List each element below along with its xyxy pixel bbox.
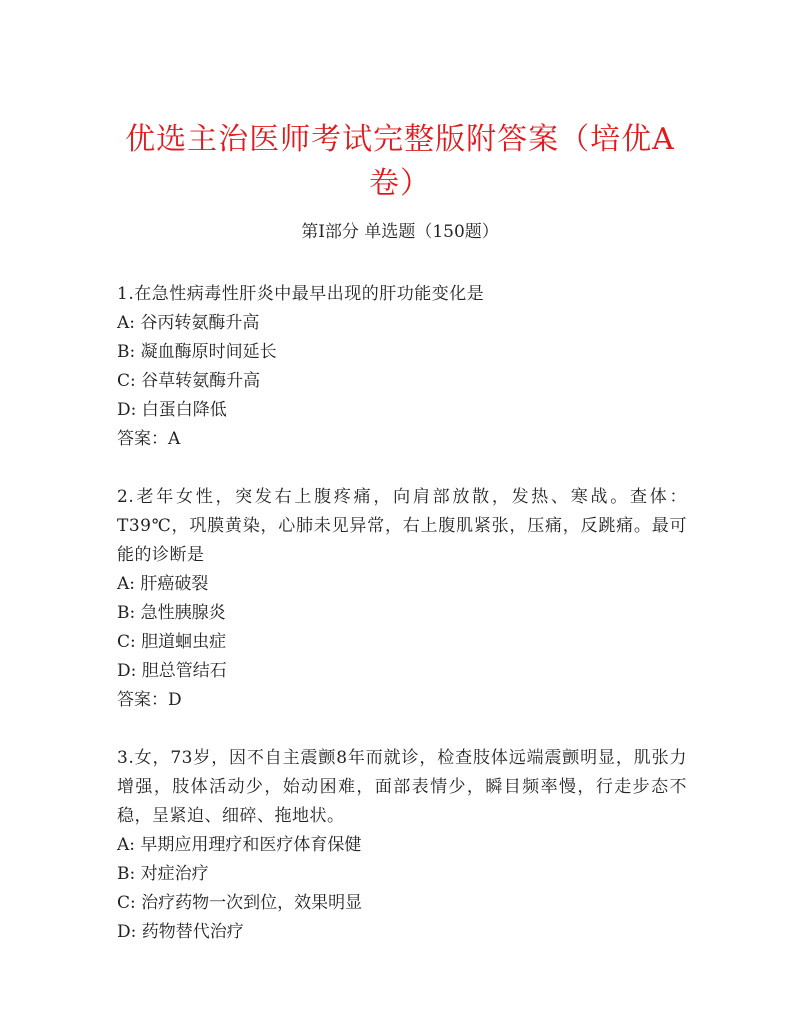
- question-stem: 女，73岁，因不自主震颤8年而就诊，检查肢体远端震颤明显，肌张力增强，肢体活动少，始动困难，面部表情少，瞬目频率慢，行走步态不稳，呈紧迫、细碎、拖地状。: [117, 748, 687, 826]
- question-1: [117, 280, 687, 454]
- question-stem: 在急性病毒性肝炎中最早出现的肝功能变化是: [134, 284, 485, 304]
- question-3: [117, 744, 687, 947]
- option-text: 胆道蛔虫症: [141, 632, 227, 652]
- option-d: [117, 657, 687, 686]
- question-text: [117, 744, 687, 831]
- option-key: C:: [117, 893, 136, 913]
- option-text: 胆总管结石: [141, 661, 227, 681]
- option-key: A:: [117, 574, 136, 594]
- option-key: B:: [117, 342, 136, 362]
- question-text: [117, 280, 687, 309]
- option-key: D:: [117, 922, 137, 942]
- section-heading: 第I部分 单选题（150题）: [301, 222, 499, 242]
- question-stem: 老年女性，突发右上腹疼痛，向肩部放散，发热、寒战。查体：T39℃，巩膜黄染，心肺未见异常，右上腹肌紧张，压痛，反跳痛。最可能的诊断是: [117, 487, 687, 565]
- document-title: 优选主治医师考试完整版附答案（培优A卷）: [125, 122, 675, 201]
- option-a: [117, 831, 687, 860]
- option-b: [117, 860, 687, 889]
- option-key: D:: [117, 400, 137, 420]
- option-c: [117, 367, 687, 396]
- option-key: B:: [117, 603, 136, 623]
- question-list: [117, 280, 687, 976]
- answer-value: A: [168, 429, 181, 449]
- answer-prefix: 答案：: [117, 429, 168, 449]
- option-c: [117, 889, 687, 918]
- option-text: 药物替代治疗: [141, 922, 244, 942]
- option-key: B:: [117, 864, 136, 884]
- option-b: [117, 599, 687, 628]
- option-b: [117, 338, 687, 367]
- option-d: [117, 396, 687, 425]
- answer-line: [117, 425, 687, 454]
- option-key: C:: [117, 632, 136, 652]
- answer-value: D: [168, 690, 182, 710]
- option-text: 白蛋白降低: [141, 400, 227, 420]
- question-number: 2.: [117, 487, 135, 507]
- question-text: [117, 483, 687, 570]
- option-text: 凝血酶原时间延长: [140, 342, 277, 362]
- option-text: 治疗药物一次到位，效果明显: [141, 893, 363, 913]
- option-key: D:: [117, 661, 137, 681]
- option-text: 谷草转氨酶升高: [141, 371, 261, 391]
- question-number: 3.: [117, 748, 135, 768]
- option-a: [117, 309, 687, 338]
- option-text: 急性胰腺炎: [140, 603, 226, 623]
- option-c: [117, 628, 687, 657]
- question-number: 1.: [117, 284, 135, 304]
- option-key: A:: [117, 835, 136, 855]
- option-key: C:: [117, 371, 136, 391]
- option-text: 谷丙转氨酶升高: [140, 313, 260, 333]
- option-d: [117, 918, 687, 947]
- option-text: 肝癌破裂: [140, 574, 209, 594]
- option-key: A:: [117, 313, 136, 333]
- answer-line: [117, 686, 687, 715]
- answer-prefix: 答案：: [117, 690, 168, 710]
- option-a: [117, 570, 687, 599]
- option-text: 对症治疗: [140, 864, 209, 884]
- option-text: 早期应用理疗和医疗体育保健: [140, 835, 362, 855]
- question-2: [117, 483, 687, 715]
